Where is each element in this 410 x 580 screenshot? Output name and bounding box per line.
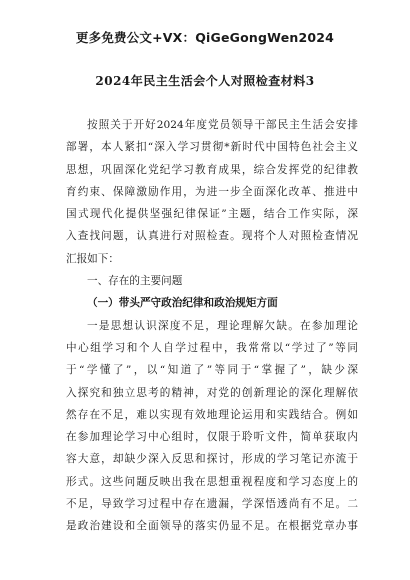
subsection-heading: （一）带头严守政治纪律和政治规矩方面 [87,297,278,310]
paragraph-line: 入探究和独立思考的精神，对党的创新理论的深化理解依 [66,386,358,399]
intro-line: 国式现代化提供坚强纪律保证”主题，结合工作实际，深 [66,208,358,221]
intro-line: 汇报如下： [66,252,119,265]
paragraph-line: 形式。这些问题反映出我在思想重视程度和学习态度上的 [66,475,358,488]
intro-line: 育约束、保障激励作用，为进一步全面深化改革、推进中 [66,185,358,198]
document-body [66,114,358,538]
paragraph-line: 是政治建设和全面领导的落实仍显不足。在根据党章办事 [66,520,358,533]
intro-line: 部署，本人紧扣“深入学习贯彻*新时代中国特色社会主义 [66,141,358,154]
watermark-header: 更多免费公文+VX：QiGeGongWen2024 [75,30,335,45]
paragraph-line: 然存在不足，难以实现有效地理论运用和实践结合。例如 [66,408,358,421]
intro-line: 思想，巩固深化党纪学习教育成果，综合发挥党的纪律教 [66,163,358,176]
document-title: 2024年民主生活会个人对照检查材料3 [95,74,315,88]
paragraph-line: 不足，导致学习过程中存在遗漏，学深悟透尚有不足。二 [66,498,358,511]
paragraph-line: 中心组学习和个人自学过程中，我常常以“学过了”等同 [66,341,358,354]
intro-line: 按照关于开好2024年度党员领导干部民主生活会安排 [87,119,358,131]
paragraph-line: 一是思想认识深度不足，理论理解欠缺。在参加理论 [87,319,358,332]
section-heading: 一、存在的主要问题 [87,275,183,288]
paragraph-line: 容大意，却缺少深入反思和探讨，形成的学习笔记亦流于 [66,453,358,466]
intro-line: 入查找问题，认真进行对照检查。现将个人对照检查情况 [66,230,358,243]
paragraph-line: 于“学懂了”，以“知道了”等同于“掌握了”，缺少深 [66,364,358,377]
paragraph-line: 在参加理论学习中心组时，仅限于聆听文件，简单获取内 [66,431,358,444]
